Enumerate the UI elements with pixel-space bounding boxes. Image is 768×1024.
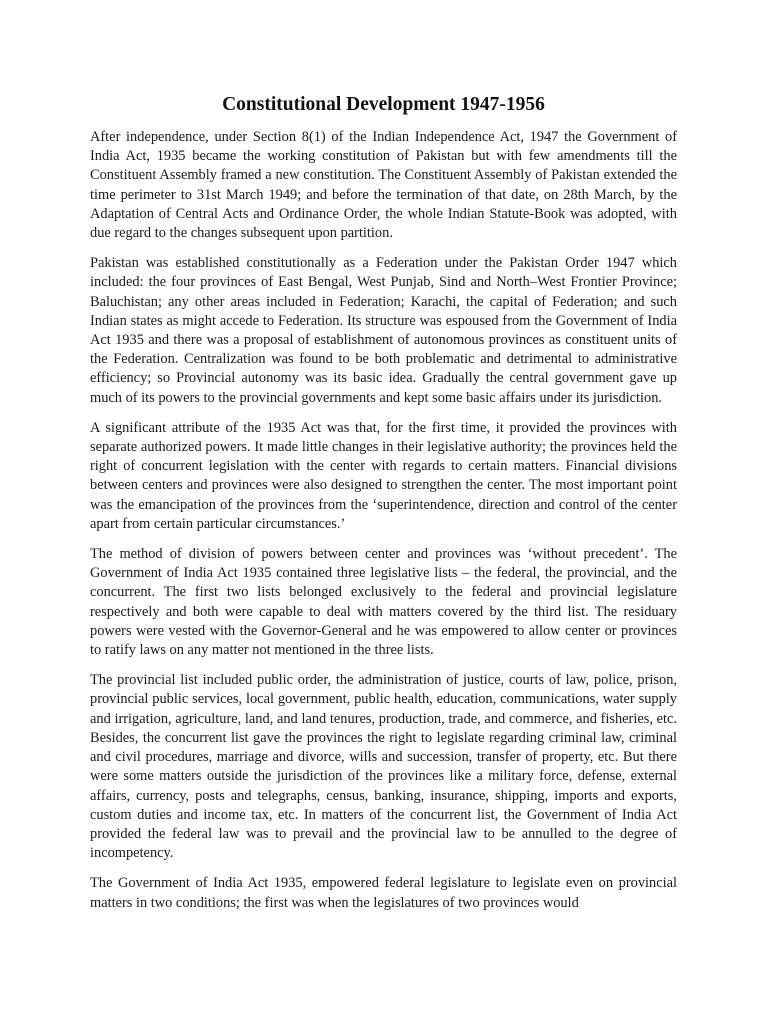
paragraph-federal-legislature: The Government of India Act 1935, empowered federal legislature to legislate even on provincial matters in two conditions; the first was when the legislatures of two provinces would [90,875,677,911]
paragraph-provincial-list: The provincial list included public order, the administration of justice, courts of law, police, prison, provincial public services, local government, public health, education, communications, water supply and irrigation, agriculture, land, and land tenures, production, trade, and commerce, and fisheries, etc. Besides, the concurrent list gave the provinces the right to legislate regarding criminal law, criminal and civil procedures, marriage and divorce, wills and succession, transfer of property, etc. But there were some matters outside the jurisdiction of the provinces like a military force, defense, external affairs, currency, posts and telegraphs, census, banking, insurance, shipping, imports and exports, custom duties and income tax, etc. In matters of the concurrent list, the Government of India Act provided the federal law was to prevail and the provincial law to be annulled to the degree of incompetency. [90,672,677,862]
paragraph-division-of-powers: The method of division of powers between center and provinces was ‘without precedent’. The Government of India Act 1935 contained three legislative lists – the federal, the provincial, and the concurrent. The first two lists belonged exclusively to the federal and provincial legislature respectively and both were capable to deal with matters covered by the third list. The residuary powers were vested with the Governor-General and he was empowered to allow center or provinces to ratify laws on any matter not mentioned in the three lists. [90,546,677,659]
document-body [90,92,677,924]
paragraph-1935-act-attribute: A significant attribute of the 1935 Act was that, for the first time, it provided the provinces with separate authorized powers. It made little changes in their legislative authority; the provinces held the right of concurrent legislation with the center with regards to certain matters. Financial divisions between centers and provinces were also designed to strengthen the center. The most important point was the emancipation of the provinces from the ‘superintendence, direction and control of the center apart from certain particular circumstances.’ [90,419,677,532]
paragraph-federation: Pakistan was established constitutionally as a Federation under the Pakistan Order 1947 which included: the four provinces of East Bengal, West Punjab, Sind and North–West Frontier Province; Baluchistan; any other areas included in Federation; Karachi, the capital of Federation; and such Indian states as might accede to Federation. Its structure was espoused from the Government of India Act 1935 and there was a proposal of establishment of autonomous provinces as constituent units of the Federation. Centralization was found to be both problematic and detrimental to administrative efficiency; so Provincial autonomy was its basic idea. Gradually the central government gave up much of its powers to the provincial governments and kept some basic affairs under its jurisdiction. [90,255,677,406]
paragraph-independence-act: After independence, under Section 8(1) of the Indian Independence Act, 1947 the Government of India Act, 1935 became the working constitution of Pakistan but with few amendments till the Constituent Assembly framed a new constitution. The Constituent Assembly of Pakistan extended the time perimeter to 31st March 1949; and before the termination of that date, on 28th March, by the Adaptation of Central Acts and Ordinance Order, the whole Indian Statute-Book was adopted, with due regard to the changes subsequent upon partition. [90,129,677,242]
document-title: Constitutional Development 1947-1956 [222,94,545,115]
